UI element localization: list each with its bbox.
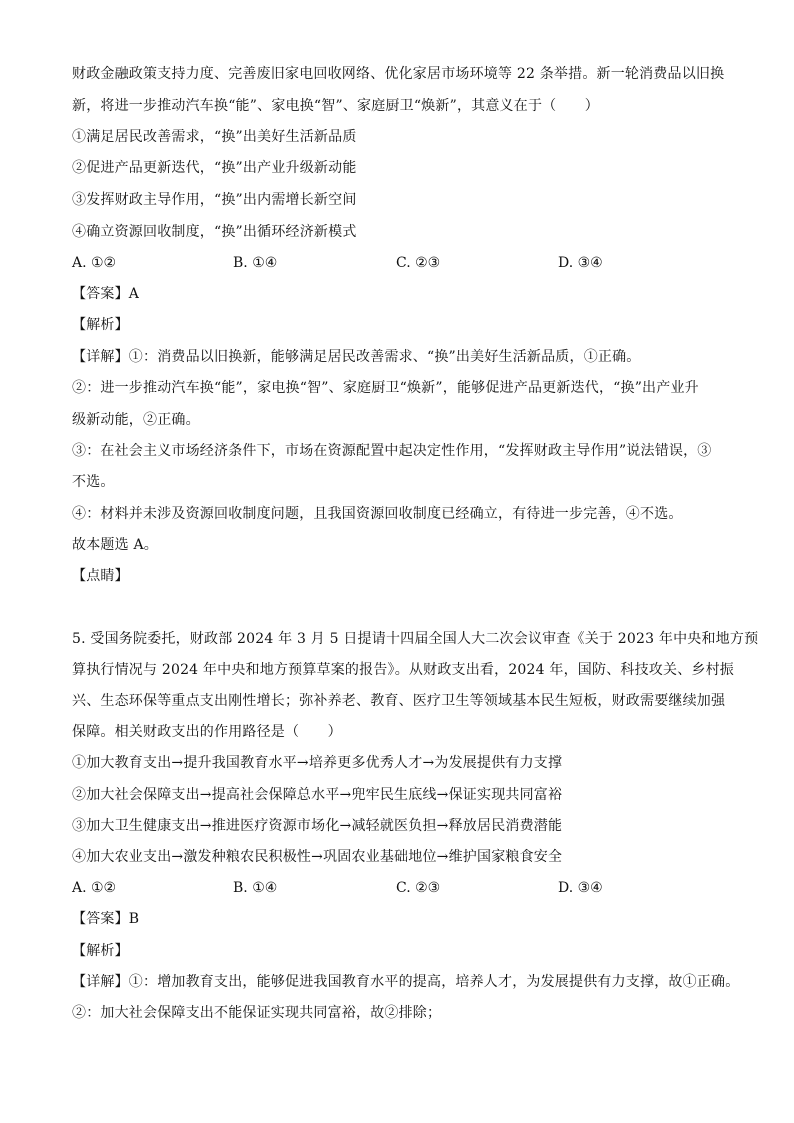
q5-detail-line-1: 【详解】①：增加教育支出，能够促进我国教育水平的提高，培养人才，为发展提供有力支撑，故①正确。 xyxy=(72,974,740,990)
q4-item-4: ④确立资源回收制度，“换”出循环经济新模式 xyxy=(72,224,357,240)
q4-detail-line-7: 故本题选 A。 xyxy=(72,537,158,553)
q5-stem-line-3: 兴、生态环保等重点支出刚性增长；弥补养老、教育、医疗卫生等领域基本民生短板，财政需要继续加强 xyxy=(72,693,726,709)
q4-option-c: C. ②③ xyxy=(396,255,441,271)
q5-option-d: D. ③④ xyxy=(558,880,603,896)
q5-item-1: ①加大教育支出→提升我国教育水平→培养更多优秀人才→为发展提供有力支撑 xyxy=(72,755,563,771)
q5-option-c: C. ②③ xyxy=(396,880,441,896)
q4-detail-line-6: ④：材料并未涉及资源回收制度问题，且我国资源回收制度已经确立，有待进一步完善，④不选。 xyxy=(72,506,683,522)
q4-detail-line-4: ③：在社会主义市场经济条件下，市场在资源配置中起决定性作用，“发挥财政主导作用”说法错误，③ xyxy=(72,443,712,459)
q5-answer: 【答案】B xyxy=(72,911,140,927)
q4-item-3: ③发挥财政主导作用，“换”出内需增长新空间 xyxy=(72,192,357,208)
q5-stem-line-4: 保障。相关财政支出的作用路径是（ ） xyxy=(72,724,342,740)
q4-stem-line-1: 财政金融政策支持力度、完善废旧家电回收网络、优化家居市场环境等 22 条举措。新一轮消费品以旧换 xyxy=(72,66,725,82)
q5-item-4: ④加大农业支出→激发种粮农民积极性→巩固农业基础地位→维护国家粮食安全 xyxy=(72,849,563,865)
q5-option-a: A. ①② xyxy=(72,880,117,896)
q4-option-b: B. ①④ xyxy=(233,255,278,271)
q4-item-2: ②促进产品更新迭代，“换”出产业升级新动能 xyxy=(72,160,357,176)
q4-option-d: D. ③④ xyxy=(558,255,603,271)
q5-stem-line-2: 算执行情况与 2024 年中央和地方预算草案的报告》。从财政支出看，2024 年，国防、科技攻关、乡村振 xyxy=(72,662,735,678)
q4-stem-line-2: 新，将进一步推动汽车换“能”、家电换“智”、家庭厨卫“焕新”，其意义在于（ ） xyxy=(72,98,599,114)
q5-detail-line-2: ②：加大社会保障支出不能保证实现共同富裕，故②排除； xyxy=(72,1005,442,1021)
q4-detail-line-1: 【详解】①：消费品以旧换新，能够满足居民改善需求、“换”出美好生活新品质，①正确。 xyxy=(72,349,641,365)
q4-detail-line-3: 级新动能，②正确。 xyxy=(72,412,200,428)
q5-stem-line-1: 5. 受国务院委托，财政部 2024 年 3 月 5 日提请十四届全国人大二次会议审查《关于 2023 年中央和地方预 xyxy=(72,631,759,647)
q5-item-2: ②加大社会保障支出→提高社会保障总水平→兜牢民生底线→保证实现共同富裕 xyxy=(72,787,563,803)
q5-item-3: ③加大卫生健康支出→推进医疗资源市场化→减轻就医负担→释放居民消费潜能 xyxy=(72,818,563,834)
q4-answer: 【答案】A xyxy=(72,286,140,302)
q4-detail-line-5: 不选。 xyxy=(72,474,115,490)
q4-item-1: ①满足居民改善需求，“换”出美好生活新品质 xyxy=(72,129,357,145)
q5-option-b: B. ①④ xyxy=(233,880,278,896)
q4-detail-line-2: ②：进一步推动汽车换“能”，家电换“智”、家庭厨卫“焕新”，能够促进产品更新迭代，“换”出产业升 xyxy=(72,380,699,396)
q4-dianjing-label: 【点睛】 xyxy=(72,568,129,584)
q4-option-a: A. ①② xyxy=(72,255,117,271)
q4-analysis-label: 【解析】 xyxy=(72,317,129,333)
q5-analysis-label: 【解析】 xyxy=(72,943,129,959)
